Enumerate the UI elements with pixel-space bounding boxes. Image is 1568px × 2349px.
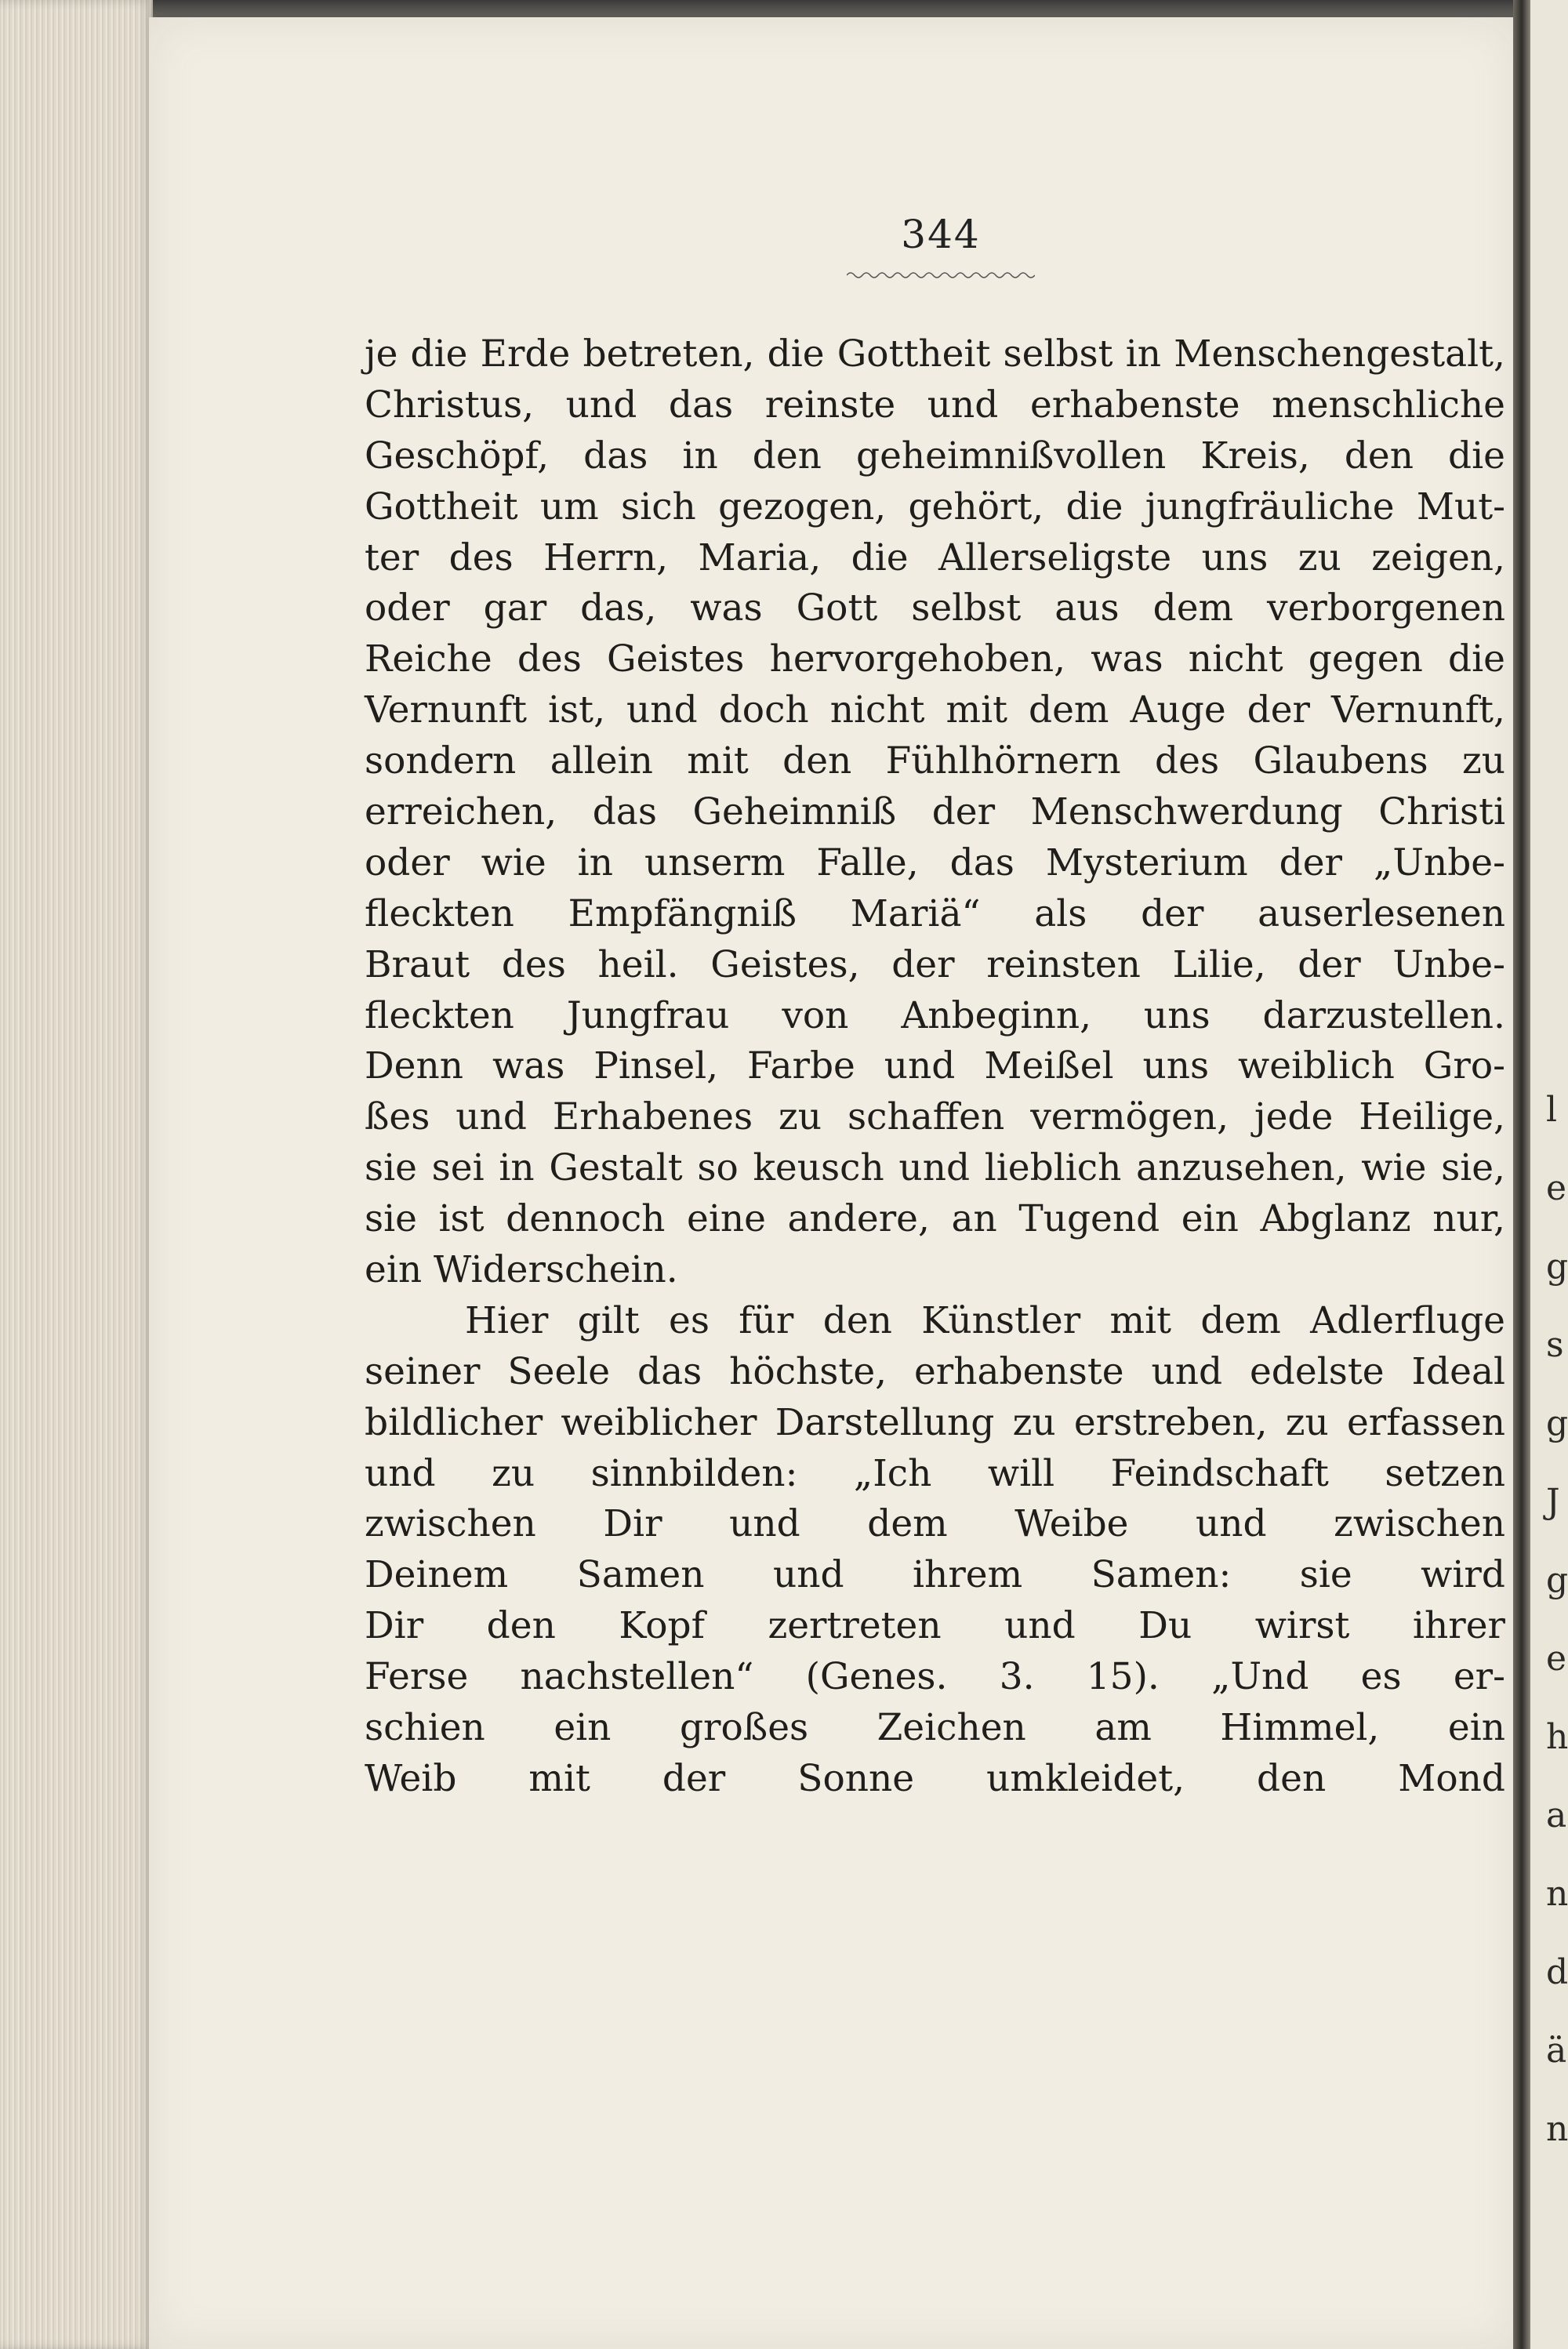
text-line: schien ein großes Zeichen am Himmel, ein <box>365 1706 1505 1750</box>
text-line: ein Widerschein. <box>365 1248 678 1292</box>
text-line: sie sei in Gestalt so keusch und lieblich anzusehen, wie sie, <box>365 1146 1505 1190</box>
page-number-ornament <box>847 270 1035 280</box>
text-line: Ferse nachstellen“ (Genes. 3. 15). „Und es er- <box>365 1655 1505 1699</box>
text-line: Deinem Samen und ihrem Samen: sie wird <box>365 1553 1505 1597</box>
text-line: oder wie in unserm Falle, das Mysterium der „Unbe- <box>365 840 1505 884</box>
next-page-fragment: g <box>1546 1403 1568 1443</box>
text-line: Hier gilt es für den Künstler mit dem Adlerfluge <box>465 1298 1505 1342</box>
next-page-fragment: g <box>1546 1560 1568 1600</box>
text-line: Geschöpf, das in den geheimnißvollen Kreis, den die <box>365 434 1505 477</box>
next-page-fragment: g <box>1546 1247 1568 1287</box>
text-line: zwischen Dir und dem Weibe und zwischen <box>365 1502 1505 1546</box>
next-page-fragment: n <box>1546 2109 1568 2149</box>
next-page-fragment: a <box>1546 1795 1567 1835</box>
text-line: sondern allein mit den Fühlhörnern des Glaubens zu <box>365 739 1505 783</box>
text-line: Gottheit um sich gezogen, gehört, die jungfräuliche Mut- <box>365 485 1505 528</box>
stacked-page-edges <box>0 0 153 2349</box>
text-line: Reiche des Geistes hervorgehoben, was nicht gegen die <box>365 637 1505 681</box>
next-page-fragment: h <box>1546 1717 1568 1757</box>
text-line: seiner Seele das höchste, erhabenste und edelste Ideal <box>365 1349 1505 1393</box>
text-line: Weib mit der Sonne umkleidet, den Mond <box>365 1756 1505 1800</box>
book-gutter <box>1513 0 1530 2349</box>
text-line: fleckten Empfängniß Mariä“ als der auserlesenen <box>365 891 1505 935</box>
text-line: sie ist dennoch eine andere, an Tugend ein Abglanz nur, <box>365 1197 1505 1241</box>
next-page-fragment: n <box>1546 1874 1568 1914</box>
next-page-fragment: l <box>1546 1090 1558 1130</box>
next-page-edge <box>1530 0 1568 2349</box>
text-line: erreichen, das Geheimniß der Menschwerdung Christi <box>365 790 1505 834</box>
next-page-fragment: e <box>1546 1639 1567 1679</box>
next-page-fragment: d <box>1546 1952 1568 1992</box>
text-line: bildlicher weiblicher Darstellung zu erstreben, zu erfassen <box>365 1400 1505 1444</box>
next-page-fragment: s <box>1546 1325 1564 1365</box>
body-text <box>365 329 1505 1805</box>
text-line: Vernunft ist, und doch nicht mit dem Auge der Vernunft, <box>365 688 1505 732</box>
next-page-fragment: J <box>1546 1482 1560 1522</box>
text-line: Braut des heil. Geistes, der reinsten Lilie, der Unbe- <box>365 942 1505 986</box>
next-page-fragment: e <box>1546 1168 1567 1208</box>
text-line: fleckten Jungfrau von Anbeginn, uns darzustellen. <box>365 993 1505 1037</box>
text-line: Christus, und das reinste und erhabenste menschliche <box>365 383 1505 427</box>
text-line: ßes und Erhabenes zu schaffen vermögen, jede Heilige, <box>365 1095 1505 1139</box>
text-line: oder gar das, was Gott selbst aus dem verborgenen <box>365 586 1505 630</box>
next-page-fragment: ä <box>1546 2031 1567 2071</box>
text-line: Dir den Kopf zertreten und Du wirst ihrer <box>365 1604 1505 1648</box>
text-line: und zu sinnbilden: „Ich will Feindschaft setzen <box>365 1451 1505 1495</box>
text-line: Denn was Pinsel, Farbe und Meißel uns weiblich Gro- <box>365 1044 1505 1088</box>
page-number: 344 <box>901 212 981 257</box>
text-line: ter des Herrn, Maria, die Allerseligste uns zu zeigen, <box>365 536 1505 579</box>
text-line: je die Erde betreten, die Gottheit selbst in Menschengestalt, <box>365 332 1505 376</box>
